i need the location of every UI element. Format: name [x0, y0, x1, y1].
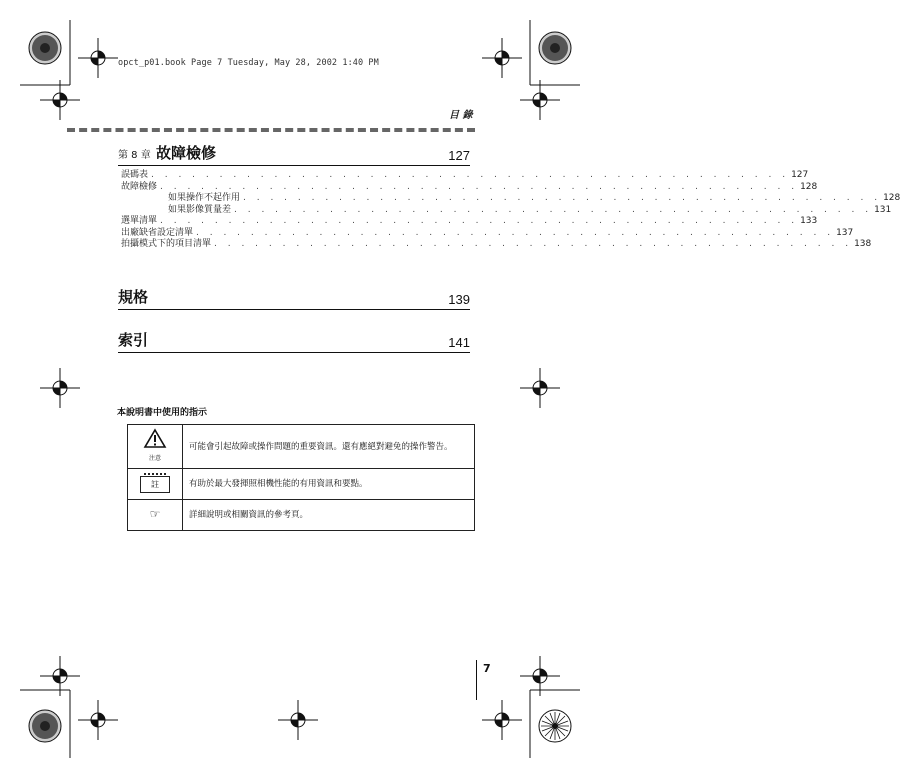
toc-entry-page: 127	[791, 170, 809, 180]
toc-entry	[121, 193, 900, 205]
toc-leader: . . . . . . . . . . . . . . . . . . . . . . . . . . . . . . . . . . . . . . . . . . . . . . .	[243, 193, 882, 203]
toc-leader: . . . . . . . . . . . . . . . . . . . . . . . . . . . . . . . . . . . . . . . . . . . . . . .	[160, 181, 799, 192]
index-title: 索引	[118, 331, 149, 349]
toc-entry	[121, 227, 854, 240]
toc-entry-label: 拍攝模式下的項目清單	[121, 239, 212, 249]
toc-entry-label: 故障檢修	[121, 181, 158, 192]
indicator-table	[127, 424, 475, 531]
toc-entry-label: 出廠缺省設定清單	[121, 227, 194, 238]
toc-entry-label: 誤碼表	[121, 170, 149, 180]
chapter-8-heading	[118, 142, 470, 166]
specs-title: 規格	[118, 288, 149, 306]
toc-entry-page: 128	[800, 181, 818, 192]
chapter-page: 127	[448, 148, 470, 163]
toc-leader: . . . . . . . . . . . . . . . . . . . . . . . . . . . . . . . . . . . . . . . . . . . . . . .	[196, 227, 835, 238]
running-head: 目 錄	[449, 110, 473, 121]
index-page: 141	[448, 335, 470, 350]
toc-entry-label: 如果操作不起作用	[168, 193, 241, 203]
toc-entry-page: 131	[874, 204, 892, 215]
toc-entry	[121, 239, 872, 251]
toc-entry-label: 選單清單	[121, 216, 158, 226]
toc-leader: . . . . . . . . . . . . . . . . . . . . . . . . . . . . . . . . . . . . . . . . . . . . . . .	[151, 170, 790, 180]
toc-entry-label: 如果影像質量差	[168, 204, 232, 215]
legend-title: 本說明書中使用的指示	[117, 408, 208, 418]
chapter-title: 故障檢修	[155, 144, 216, 162]
toc-leader: . . . . . . . . . . . . . . . . . . . . . . . . . . . . . . . . . . . . . . . . . . . . . . .	[160, 216, 799, 226]
page-number: 7	[483, 662, 491, 675]
chapter-prefix: 第 8 章	[118, 150, 151, 161]
table-row	[128, 469, 475, 500]
table-row	[128, 500, 475, 531]
caution-icon	[144, 429, 166, 465]
toc-entry	[121, 204, 892, 217]
toc-entry-page: 133	[800, 216, 818, 226]
registration-star-icon	[29, 32, 61, 64]
toc-entry-page: 137	[836, 227, 854, 238]
toc-leader: . . . . . . . . . . . . . . . . . . . . . . . . . . . . . . . . . . . . . . . . . . . . . . .	[214, 239, 853, 249]
index-heading	[118, 329, 470, 353]
caution-text: 可能會引起故障或操作問題的重要資訊。還有應絕對避免的操作警告。	[183, 425, 475, 469]
caution-label: 注意	[148, 454, 161, 462]
toc-entry-page: 128	[883, 193, 900, 203]
specs-heading	[118, 286, 470, 310]
toc-entry	[121, 170, 809, 182]
print-header: opct_p01.book Page 7 Tuesday, May 28, 2002 1:40 PM	[118, 58, 379, 68]
folio-bar	[476, 660, 477, 700]
dashed-rule	[67, 128, 475, 132]
specs-page: 139	[448, 292, 470, 307]
note-text: 有助於最大發揮照相機性能的有用資訊和要點。	[183, 469, 475, 500]
toc-entry-page: 138	[854, 239, 872, 249]
toc-entry	[121, 181, 818, 194]
toc-entry	[121, 216, 818, 228]
toc-list	[121, 170, 900, 251]
reference-icon: ☞	[149, 507, 161, 521]
table-row	[128, 425, 475, 469]
note-icon: 註	[140, 476, 170, 493]
toc-leader: . . . . . . . . . . . . . . . . . . . . . . . . . . . . . . . . . . . . . . . . . . . . . . .	[234, 204, 873, 215]
reference-text: 詳細說明或相關資訊的參考頁。	[183, 500, 475, 531]
